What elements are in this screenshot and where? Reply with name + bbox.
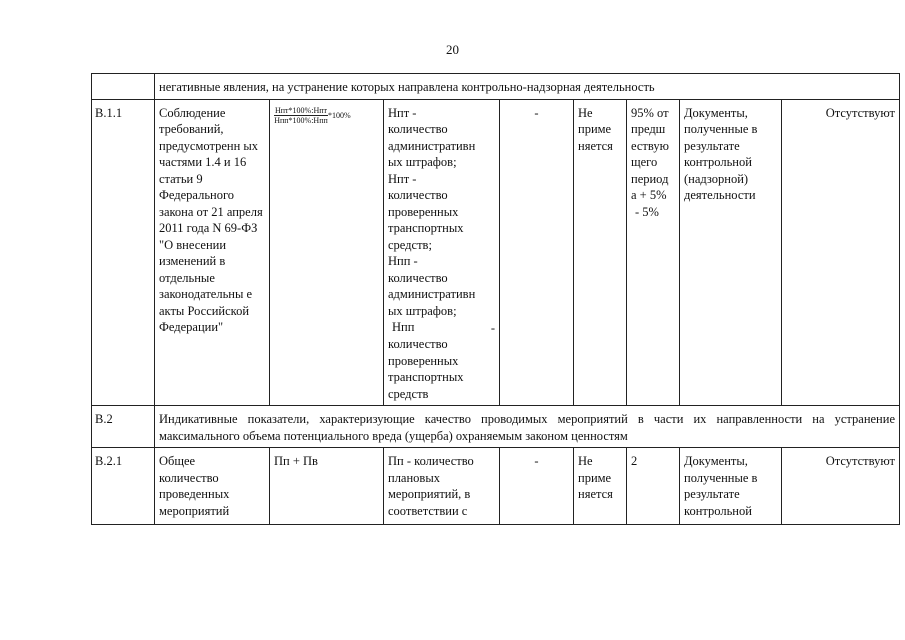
row-b11 — [92, 99, 900, 406]
name-line: Общее — [159, 454, 196, 468]
desc-line: проверенных — [388, 204, 459, 219]
desc-line: административн — [388, 138, 476, 153]
name-line: проведенных — [159, 487, 230, 501]
formula-description — [384, 99, 500, 406]
formula-description — [384, 448, 500, 525]
desc-line: количество — [388, 270, 448, 285]
col8-line: (надзорной) — [684, 171, 749, 186]
col7-value: 2 — [627, 448, 680, 525]
col6-line: Не — [578, 454, 593, 468]
desc-line: средств; — [388, 237, 432, 252]
col8-line: результате — [684, 138, 740, 153]
indicator-formula: Пп + Пв — [270, 448, 384, 525]
col9-value: Отсутствуют — [782, 448, 900, 525]
indicator-formula — [270, 99, 384, 406]
col5-value: - — [500, 448, 574, 525]
section-caption: Индикативные показатели, характеризующие качество проводимых мероприятий в части их направленности на устранение максимального объема потенциального вреда (ущерба) охраняемым законом ценностям — [155, 406, 900, 448]
indicator-name: Соблюдение требований, предусмотренн ых частями 1.4 и 16 статьи 9 Федерального закона от 21 апреля 2011 года N 69-ФЗ "О внесении изменений в отдельные законодательны е акты Российской Федерации" — [155, 99, 270, 406]
col8-line: Документы, — [684, 454, 748, 468]
row-code: В.2 — [92, 406, 155, 448]
col7-line: 95% от — [631, 105, 669, 120]
col7-line: ествую — [631, 138, 669, 153]
desc-line: средств — [388, 386, 429, 401]
page-number: 20 — [446, 42, 459, 57]
col7-line: щего — [631, 155, 658, 169]
col9-value: Отсутствуют — [782, 99, 900, 406]
col5-value: - — [500, 99, 574, 406]
col6-line: приме — [578, 122, 612, 136]
desc-line: Нпт - — [388, 171, 417, 186]
col6-value — [574, 99, 627, 406]
desc-line: соответствии с — [388, 503, 468, 518]
desc-line: транспортных — [388, 221, 464, 235]
desc-line: Пп - количество — [388, 454, 474, 468]
col8-line: контрольной — [684, 155, 752, 169]
col8-line: результате — [684, 487, 740, 501]
continuation-row — [92, 74, 900, 100]
desc-line: административн — [388, 287, 476, 301]
col8-line: Документы, — [684, 105, 748, 120]
row-b2 — [92, 406, 900, 448]
col8-line: контрольной — [684, 503, 752, 518]
desc-dash: - — [490, 320, 495, 335]
indicator-name — [155, 448, 270, 525]
name-line: мероприятий — [159, 503, 230, 518]
col8-value — [680, 448, 782, 525]
col7-line: а + 5% — [631, 188, 667, 202]
row-code: В.2.1 — [92, 448, 155, 525]
col8-line: полученные в — [684, 122, 758, 136]
desc-line: проверенных — [388, 353, 459, 368]
desc-line: количество — [388, 122, 448, 136]
col8-line: полученные в — [684, 470, 758, 485]
desc-line: ых штрафов; — [388, 155, 457, 169]
desc-line: Нпп - — [388, 254, 418, 268]
col8-value — [680, 99, 782, 406]
desc-line: транспортных — [388, 370, 464, 384]
col6-value — [574, 448, 627, 525]
continuation-code-cell — [92, 74, 155, 100]
formula-multiplier: *100% — [328, 110, 351, 120]
desc-line: мероприятий, в — [388, 487, 471, 501]
desc-line: количество — [388, 188, 448, 202]
col6-line: няется — [578, 487, 613, 501]
col8-line: деятельности — [684, 188, 756, 202]
row-code: В.1.1 — [92, 99, 155, 406]
formula-denominator: Нпп*100%:Нпп — [274, 115, 328, 125]
indicators-table — [91, 73, 900, 525]
desc-line: ых штрафов; — [388, 303, 457, 318]
row-b21 — [92, 448, 900, 525]
col6-line: Не — [578, 105, 593, 120]
col7-line: предш — [631, 122, 666, 136]
col7-line: период — [631, 171, 669, 186]
desc-line: Нпп — [392, 320, 415, 334]
desc-line: Нпт - — [388, 105, 417, 120]
formula-fraction — [274, 106, 328, 125]
name-line: количество — [159, 470, 219, 485]
col6-line: приме — [578, 470, 612, 485]
continuation-text: негативные явления, на устранение которых направлена контрольно-надзорная деятельность — [155, 74, 900, 100]
col6-line: няется — [578, 138, 613, 153]
desc-line: плановых — [388, 470, 440, 485]
col7-line: - 5% — [635, 204, 659, 219]
formula-numerator: Нпт*100%:Нпт — [275, 105, 327, 115]
col7-value — [627, 99, 680, 406]
desc-line: количество — [388, 337, 448, 351]
